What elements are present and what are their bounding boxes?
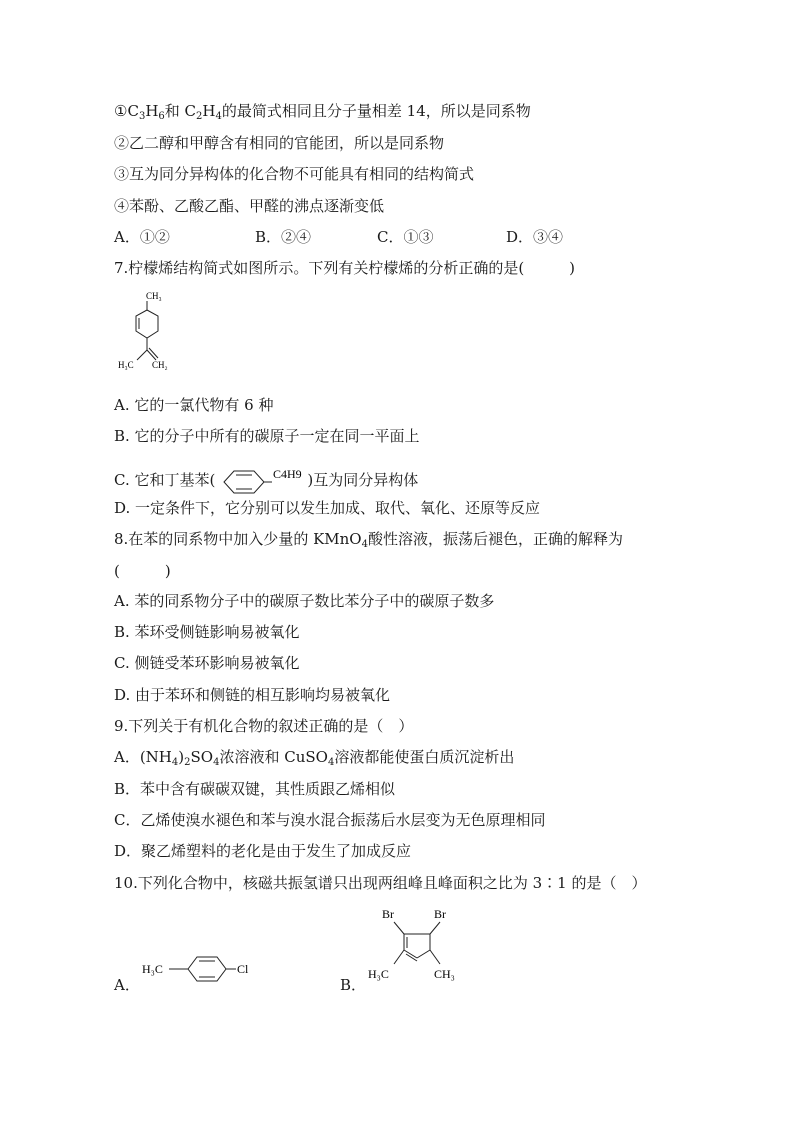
statement-2: ②乙二醇和甲醇含有相同的官能团，所以是同系物	[114, 134, 445, 152]
q10-option-b-label: B．	[340, 976, 367, 994]
q10-option-a-label: A．	[114, 976, 140, 994]
q9-stem: 9.下列关于有机化合物的叙述正确的是（ ）	[114, 717, 414, 735]
limonene-top-methyl-label: CH₃	[146, 291, 162, 301]
q6-option-b: B．②④	[255, 228, 312, 246]
limonene-left-label: H₃C	[118, 360, 134, 370]
q8-stem: 8.在苯的同系物中加入少量的 KMnO$_4$酸性溶液，振荡后褪色，正确的解释为	[114, 530, 623, 550]
q7-stem: 7.柠檬烯结构简式如图所示。下列有关柠檬烯的分析正确的是( )	[114, 259, 576, 277]
q10a-left-group: H₃C	[142, 962, 163, 976]
q10b-br-left: Br	[382, 907, 394, 921]
q9-option-a: A．$(NH_4)_2SO_4$浓溶液和 CuSO$_4$溶液都能使蛋白质沉淀析出	[114, 748, 515, 768]
limonene-right-label: CH₂	[152, 360, 168, 370]
q10-option-a-structure	[142, 952, 262, 988]
q10b-right-methyl: CH₃	[434, 967, 455, 981]
q10-option-b-structure	[368, 902, 478, 988]
q10b-br-right: Br	[434, 907, 446, 921]
butylbenzene-structure	[216, 466, 306, 496]
q9-option-c: C．乙烯使溴水褪色和苯与溴水混合振荡后水层变为无色原理相同	[114, 811, 546, 829]
q6-option-a: A．①②	[114, 228, 170, 246]
q10b-left-methyl: H₃C	[368, 967, 389, 981]
q7-option-d: D. 一定条件下，它分别可以发生加成、取代、氧化、还原等反应	[114, 499, 541, 517]
q9-option-b: B．苯中含有碳碳双键，其性质跟乙烯相似	[114, 780, 396, 798]
statement-3: ③互为同分异构体的化合物不可能具有相同的结构简式	[114, 165, 475, 183]
q9-option-d: D．聚乙烯塑料的老化是由于发生了加成反应	[114, 842, 412, 860]
q7-option-c: C. 它和丁基苯( C4H9 )互为同分异构体	[114, 466, 418, 496]
q7-option-a: A. 它的一氯代物有 6 种	[114, 396, 274, 414]
q10a-right-group: Cl	[237, 962, 249, 976]
statement-4: ④苯酚、乙酸乙酯、甲醛的沸点逐渐变低	[114, 197, 385, 215]
q6-option-c: C．①③	[377, 228, 434, 246]
butyl-group-label: C4H9	[273, 467, 303, 481]
q8-answer-paren: ( )	[114, 562, 171, 580]
q8-option-a: A. 苯的同系物分子中的碳原子数比苯分子中的碳原子数多	[114, 592, 495, 610]
q6-option-d: D．③④	[506, 228, 564, 246]
limonene-structure-figure	[110, 286, 180, 376]
q7-option-b: B. 它的分子中所有的碳原子一定在同一平面上	[114, 427, 420, 445]
q8-option-b: B. 苯环受侧链影响易被氧化	[114, 623, 300, 641]
q8-option-c: C. 侧链受苯环影响易被氧化	[114, 654, 300, 672]
q8-option-d: D. 由于苯环和侧链的相互影响均易被氧化	[114, 686, 391, 704]
statement-1: $①C_3H_6$和 $C_2H_4$的最简式相同且分子量相差 14，所以是同系物	[114, 102, 531, 122]
q10-stem: 10.下列化合物中，核磁共振氢谱只出现两组峰且峰面积之比为 3∶1 的是（ ）	[114, 874, 647, 892]
